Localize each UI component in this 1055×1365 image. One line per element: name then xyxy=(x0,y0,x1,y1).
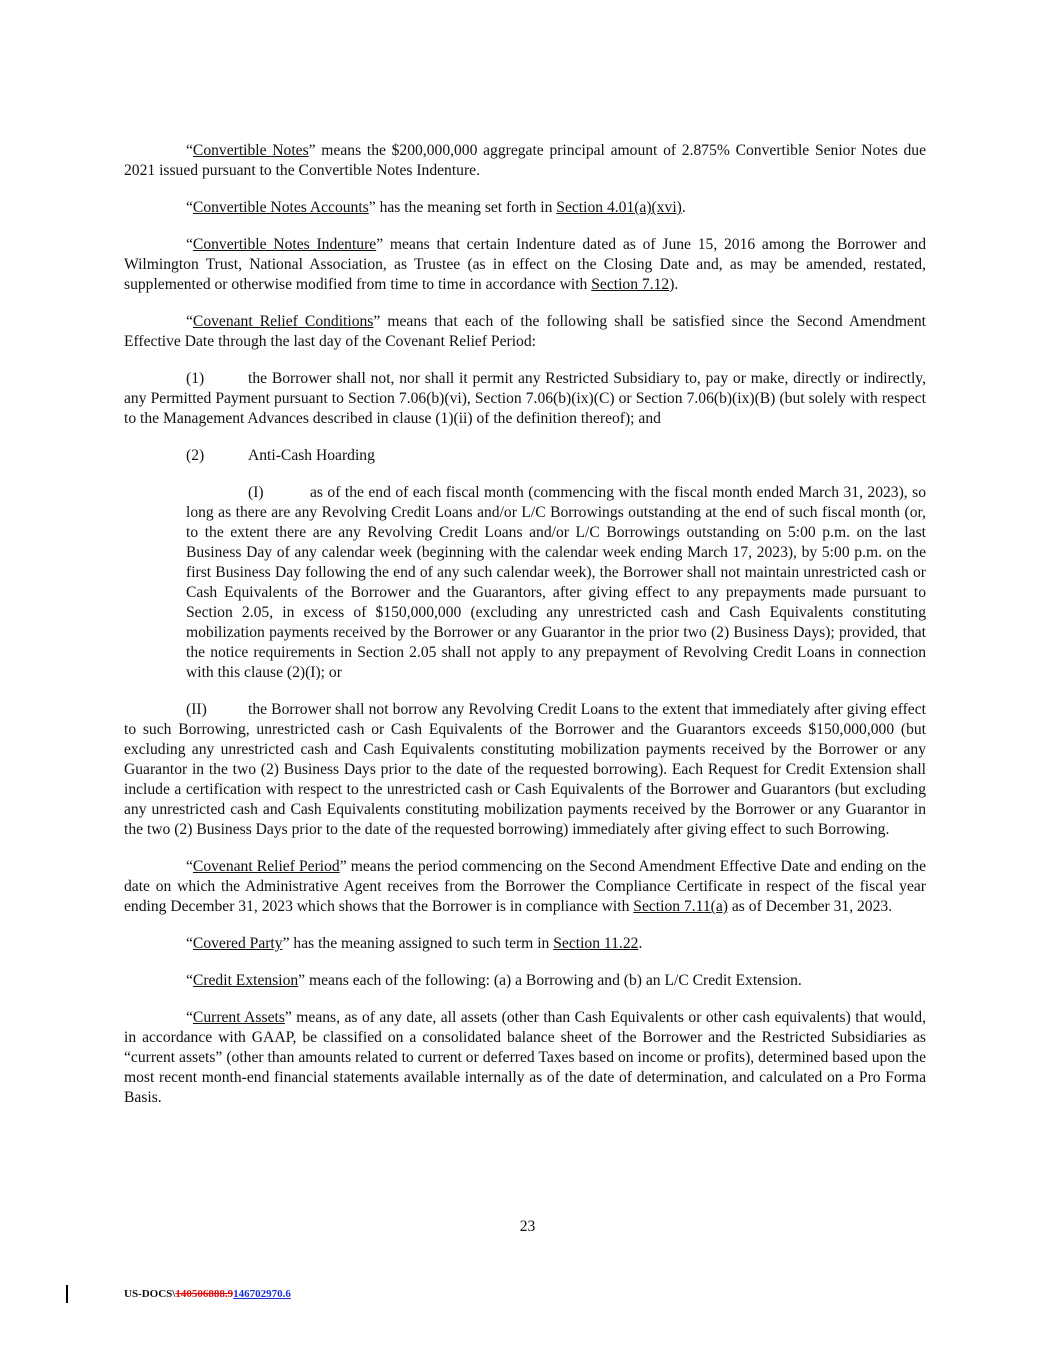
clause-text: as of the end of each fiscal month (commencing with the fiscal month ended March 31, 2023), so long as there are any Revolving Credit Loans and/or L/C Borrowings outstanding at the end of such fiscal month (or, to the extent there are any Revolving Credit Loans and/or L/C Borrowings outstanding on 5:00 p.m. on the last Business Day of any calendar week (beginning with the calendar week ending March 17, 2023), by 5:00 p.m. on the first Business Day following the end of any such calendar week), the Borrower shall not maintain unrestricted cash or Cash Equivalents of the Borrower and the Guarantors, after giving effect to any prepayments made pursuant to Section 2.05, in excess of $150,000,000 (excluding any unrestricted cash and Cash Equivalents constituting mobilization payments received by the Borrower or any Guarantor in the prior two (2) Business Days); provided, that the notice requirements in Section 2.05 shall not apply to any prepayment of Revolving Credit Loans in connection with this clause (2)(I); or xyxy=(186,484,926,681)
definition-text: ” means the $200,000,000 aggregate principal amount of 2.875% Convertible Senior Notes due 2021 issued pursuant to the Convertible Notes Indenture. xyxy=(124,142,926,179)
definition-text: ” means, as of any date, all assets (other than Cash Equivalents or other cash equivalents) that would, in accordance with GAAP, be classified on a consolidated balance sheet of the Borrower and the Restricted Subsidiaries as “current assets” (other than amounts related to current or deferred Taxes based on income or profits), determined based upon the most recent month-end financial statements available internally as of the date of determination, and calculated on a Pro Forma Basis. xyxy=(124,1009,926,1106)
definition-end: . xyxy=(638,935,643,952)
defined-term: Credit Extension xyxy=(192,972,299,989)
definition-text: ” means the period commencing on the Second Amendment Effective Date and ending on the date on which the Administrative Agent receives from the Borrower the Compliance Certificate in respect of the fiscal year ending December 31, 2023 which shows that the Borrower is in compliance with xyxy=(124,858,927,915)
open-quote: “ xyxy=(186,142,193,159)
clause-1 xyxy=(124,369,926,429)
open-quote: “ xyxy=(186,972,193,989)
clause-text: the Borrower shall not borrow any Revolving Credit Loans to the extent that immediately after giving effect to such Borrowing, unrestricted cash or Cash Equivalents of the Borrower and the Guarantors exceeds $150,000,000 (but excluding any unrestricted cash and Cash Equivalents constituting mobilization payments received by the Borrower or any Guarantor in the two (2) Business Days prior to the date of the requested borrowing). Each Request for Credit Extension shall include a certification with respect to the unrestricted cash or Cash Equivalents of the Borrower and Guarantors (but excluding any unrestricted cash and Cash Equivalents constituting mobilization payments received by the Borrower or any Guarantor in the two (2) Business Days prior to the date of the requested borrowing) immediately after giving effect to such Borrowing. xyxy=(124,701,926,838)
definition-text: ” means that certain Indenture dated as of June 15, 2016 among the Borrower and Wilmington Trust, National Association, as Trustee (as in effect on the Closing Date and, as may be amended, restated, supplemented or otherwise modified from time to time in accordance with xyxy=(124,236,926,293)
definition-text: ” means that each of the following shall be satisfied since the Second Amendment Effective Date through the last day of the Covenant Relief Period: xyxy=(124,313,926,350)
defined-term: Convertible Notes xyxy=(192,142,309,159)
open-quote: “ xyxy=(186,935,193,952)
definition-current-assets xyxy=(124,1008,926,1108)
definition-convertible-notes xyxy=(124,141,926,181)
definition-covenant-relief-conditions xyxy=(124,312,926,352)
defined-term: Covenant Relief Period xyxy=(192,858,340,875)
footer-deleted-id: 140506888.9 xyxy=(175,1288,234,1300)
clause-I xyxy=(186,483,926,683)
open-quote: “ xyxy=(186,1009,193,1026)
definition-covered-party xyxy=(124,934,926,954)
clause-label: (1) xyxy=(186,370,205,387)
definition-convertible-notes-indenture xyxy=(124,235,926,295)
defined-term: Current Assets xyxy=(192,1009,285,1026)
clause-text: the Borrower shall not, nor shall it permit any Restricted Subsidiary to, pay or make, directly or indirectly, any Permitted Payment pursuant to Section 7.06(b)(vi), Section 7.06(b)(ix)(C) or Section 7.06(b)(ix)(B) (but solely with respect to the Management Advances described in clause (1)(ii) of the definition thereof); and xyxy=(124,370,926,427)
footer-inserted-id: 146702970.6 xyxy=(233,1288,291,1300)
defined-term: Convertible Notes Indenture xyxy=(192,236,377,253)
open-quote: “ xyxy=(186,199,193,216)
open-quote: “ xyxy=(186,313,193,330)
section-reference: Section 7.12 xyxy=(591,276,670,293)
page-number: 23 xyxy=(519,1218,536,1235)
definition-convertible-notes-accounts xyxy=(124,198,926,218)
footer-prefix: US-DOCS\ xyxy=(124,1288,176,1300)
clause-II xyxy=(124,700,926,840)
definition-text: ” has the meaning set forth in xyxy=(368,199,557,216)
document-page xyxy=(124,141,926,1125)
clause-label: (II) xyxy=(186,701,207,718)
defined-term: Covenant Relief Conditions xyxy=(192,313,374,330)
definition-end: . xyxy=(681,199,686,216)
document-footer xyxy=(124,1288,291,1300)
clause-label: (2) xyxy=(186,447,205,464)
definition-end: as of December 31, 2023. xyxy=(727,898,893,915)
clause-2 xyxy=(124,446,926,466)
definition-text: ” has the meaning assigned to such term in xyxy=(282,935,554,952)
defined-term: Covered Party xyxy=(192,935,283,952)
clause-label: (I) xyxy=(248,484,264,501)
definition-covenant-relief-period xyxy=(124,857,926,917)
section-reference: Section 4.01(a)(xvi) xyxy=(556,199,682,216)
section-reference: Section 7.11(a) xyxy=(633,898,728,915)
definition-end: ). xyxy=(669,276,679,293)
open-quote: “ xyxy=(186,236,193,253)
defined-term: Convertible Notes Accounts xyxy=(192,199,369,216)
definition-text: ” means each of the following: (a) a Borrowing and (b) an L/C Credit Extension. xyxy=(298,972,802,989)
definition-credit-extension xyxy=(124,971,926,991)
open-quote: “ xyxy=(186,858,193,875)
change-bar xyxy=(66,1285,68,1303)
clause-text: Anti-Cash Hoarding xyxy=(248,447,375,464)
section-reference: Section 11.22 xyxy=(553,935,639,952)
